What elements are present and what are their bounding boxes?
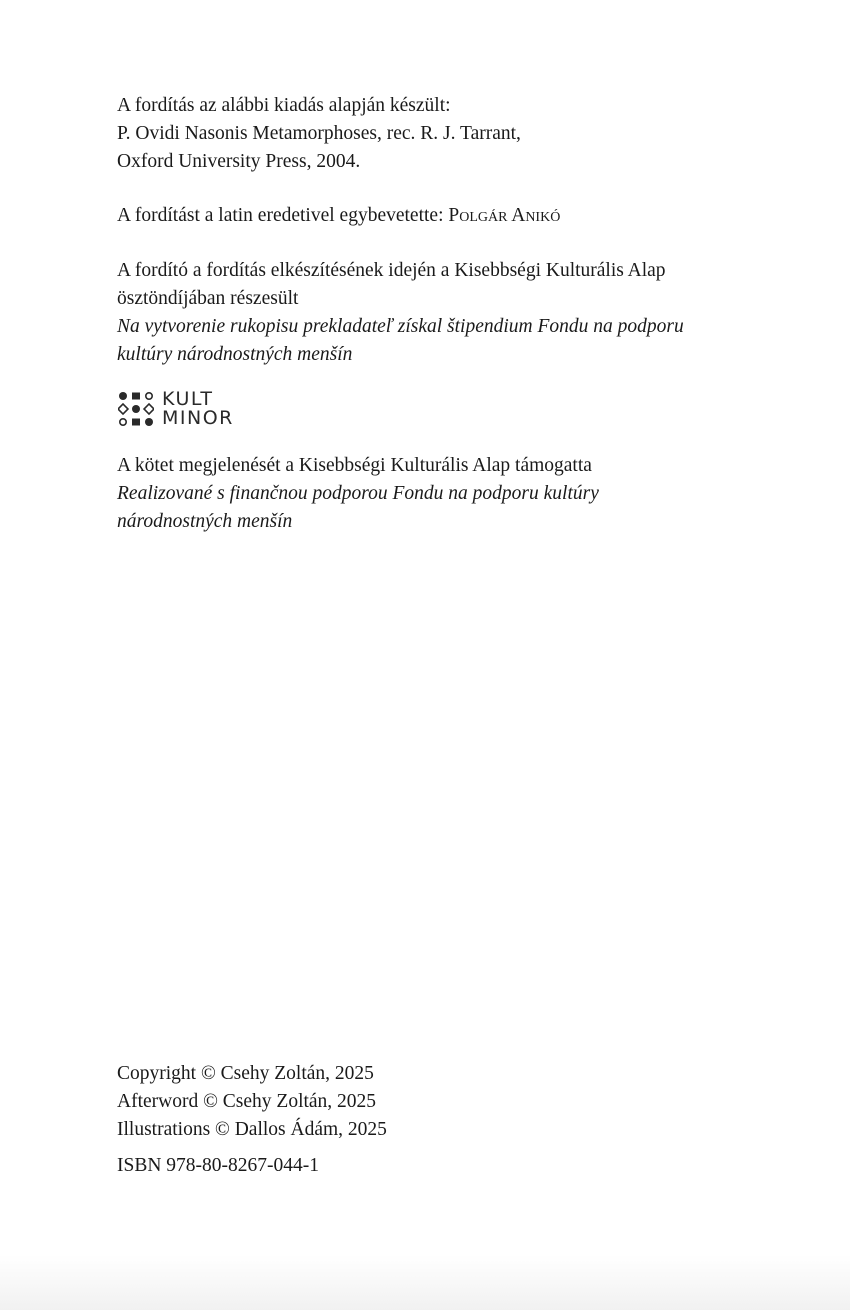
kult-minor-logo xyxy=(118,390,243,430)
logo-line-1: KULT xyxy=(162,388,214,410)
grant-sk-line: Na vytvorenie rukopisu prekladateľ získal štipendium Fondu na podporu xyxy=(117,316,684,337)
logo-line-2: MINOR xyxy=(162,407,234,429)
copyright-line: Copyright © Csehy Zoltán, 2025 xyxy=(117,1063,374,1084)
grant-sk-line: kultúry národnostných menšín xyxy=(117,344,353,365)
support-sk-line: národnostných menšín xyxy=(117,511,293,532)
isbn-block xyxy=(117,1152,717,1180)
comparison-credit-prefix: A fordítást a latin eredetivel egybevetette: xyxy=(117,205,449,226)
support-hu-line: A kötet megjelenését a Kisebbségi Kulturális Alap támogatta xyxy=(117,455,592,476)
grant-hu-line: A fordító a fordítás elkészítésének idején a Kisebbségi Kulturális Alap xyxy=(117,260,666,281)
support-sk-line: Realizované s finančnou podporou Fondu na podporu kultúry xyxy=(117,483,599,504)
publication-support-block xyxy=(117,452,717,536)
grant-hu-line: ösztöndíjában részesült xyxy=(117,288,299,309)
comparison-credit-name: Polgár Anikó xyxy=(448,205,561,226)
comparison-credit-line xyxy=(117,202,717,230)
translator-grant-block xyxy=(117,257,717,369)
kult-minor-logo-text xyxy=(162,390,234,428)
translation-source-block xyxy=(117,92,717,176)
source-line: Oxford University Press, 2004. xyxy=(117,151,361,172)
isbn-line: ISBN 978-80-8267-044-1 xyxy=(117,1155,320,1176)
source-line: A fordítás az alábbi kiadás alapján készült: xyxy=(117,95,451,116)
copyright-block xyxy=(117,1060,717,1144)
kult-minor-logo-mark-icon xyxy=(118,391,154,427)
source-line: P. Ovidi Nasonis Metamorphoses, rec. R. J. Tarrant, xyxy=(117,123,521,144)
copyright-line: Illustrations © Dallos Ádám, 2025 xyxy=(117,1119,387,1140)
comparison-credit-block xyxy=(117,202,717,230)
copyright-line: Afterword © Csehy Zoltán, 2025 xyxy=(117,1091,377,1112)
